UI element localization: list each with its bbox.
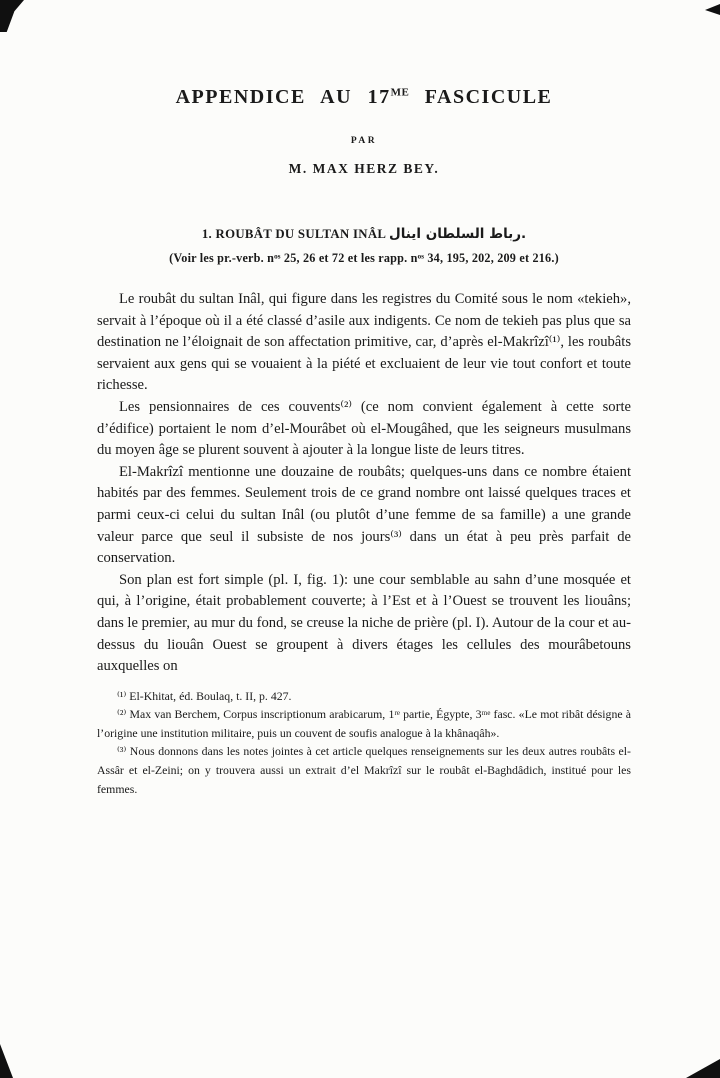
footnote-1: ⁽¹⁾ El-Khitat, éd. Boulaq, t. II, p. 427. bbox=[117, 688, 292, 703]
scan-artifact-top-right bbox=[705, 4, 720, 15]
footnote-3: ⁽³⁾ Nous donnons dans les notes jointes à cet article quelques renseignements sur les deux autres roubâts el-Assâr et el-Zeini; on y trouvera aussi un extrait d’el Makrîzî sur le roubât el-Baghdâdich, institué pour les femmes. bbox=[97, 744, 631, 796]
byline: PAR bbox=[350, 136, 378, 146]
paragraph-1: Le roubât du sultan Inâl, qui figure dans les registres du Comité sous le nom «tekieh», servait à l’époque où il a été classé d’asile aux indigents. Ce nom de tekieh pas plus que sa destination ne l’éloignait de son affectation primitive, car, d’après el-Makrîzî⁽¹⁾, les roubâts servaient aux gens qui se vouaient à la piété et excluaient de leur vie tout confort et toute richesse. bbox=[97, 291, 631, 394]
footnote-2: ⁽²⁾ Max van Berchem, Corpus inscriptionum arabicarum, 1ʳᵉ partie, Égypte, 3ᵐᵉ fasc. «Le mot ribât désigne à l’origine une institution militaire, puis un couvent de soufis analogue à la khânaqâh». bbox=[97, 707, 631, 740]
body-text bbox=[97, 289, 631, 678]
title-ordinal-superscript: ME bbox=[390, 86, 410, 99]
paragraph-3: El-Makrîzî mentionne une douzaine de roubâts; quelques-uns dans ce nombre étaient habités par des femmes. Seulement trois de ce grand nombre ont laissé quelques traces et parmi ceux-ci celui du sultan Inâl (ou plutôt d’une femme de sa famille) a une grande valeur parce que seul il subsiste de nos jours⁽³⁾ dans un état à peu près parfait de conservation. bbox=[97, 463, 631, 567]
title-prefix: APPENDICE AU 17 bbox=[175, 86, 391, 108]
scan-artifact-bottom-left bbox=[0, 1044, 13, 1078]
paragraph-4: Son plan est fort simple (pl. I, fig. 1): une cour semblable au sahn d’une mosquée et qui, à l’origine, était probablement couverte; à l’Est et à l’Ouest se trouvent les liouâns; dans le premier, au mur du fond, se creuse la niche de prière (pl. I). Autour de la cour et au-dessus du liouân Ouest se groupent à divers étages les cellules des mourâbetouns auxquelles on bbox=[97, 571, 631, 675]
paragraph-2: Les pensionnaires de ces couvents⁽²⁾ (ce nom convient également à cette sorte d’édifice) portaient le nom d’el-Mourâbet où el-Mougâhed, que les seigneurs musulmans du moyen âge se plurent souvent à ajouter à la longue liste de leurs titres. bbox=[97, 398, 631, 459]
scan-artifact-top-left bbox=[0, 0, 24, 32]
footnotes bbox=[97, 687, 631, 799]
author-name: M. MAX HERZ BEY. bbox=[288, 161, 440, 176]
page-title bbox=[97, 86, 631, 109]
page-content bbox=[97, 0, 631, 798]
reference-line: (Voir les pr.-verb. nᵒˢ 25, 26 et 72 et les rapp. nᵒˢ 34, 195, 202, 209 et 216.) bbox=[169, 251, 559, 265]
title-suffix: FASCICULE bbox=[409, 86, 553, 108]
section-heading-latin: 1. ROUBÂT DU SULTAN INÂL bbox=[201, 227, 386, 241]
section-heading-arabic: رباط السلطان اينال. bbox=[389, 226, 527, 242]
scan-artifact-bottom-right bbox=[686, 1059, 720, 1078]
section-heading bbox=[97, 226, 631, 242]
